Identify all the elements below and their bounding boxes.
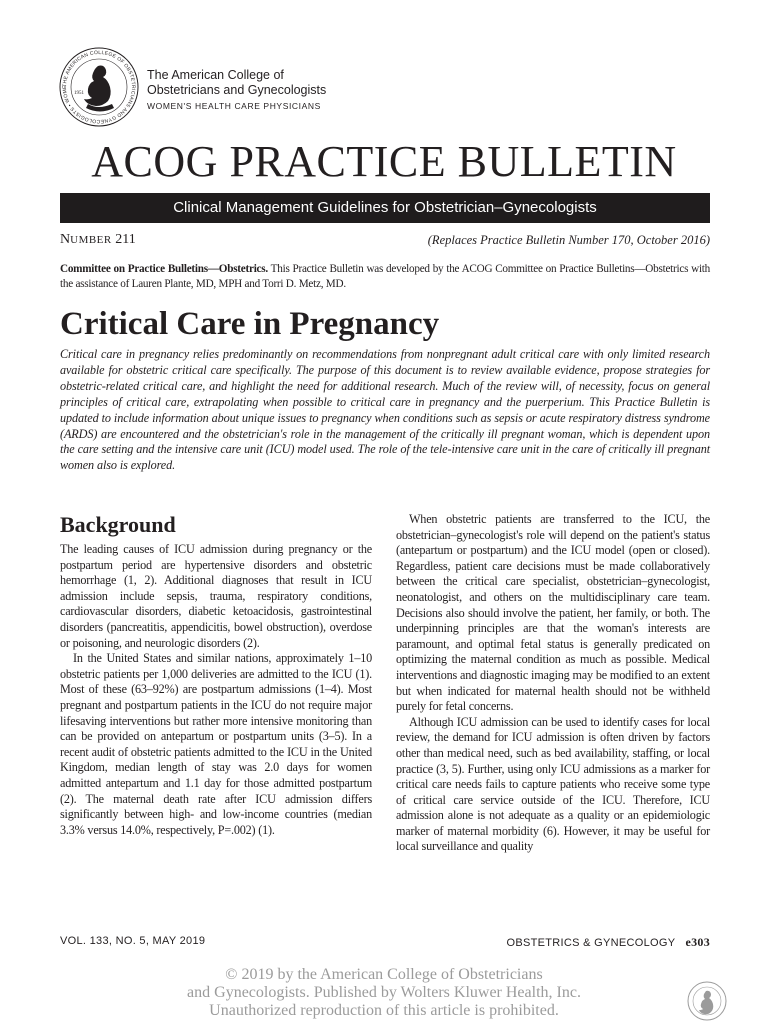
abstract: Critical care in pregnancy relies predominantly on recommendations from nonpregnant adult critical care with only limited research available for obstetric critical care specifically. The purpose of this document is to review available evidence, propose strategies for obstetric-related critical care, and highlight the need for additional research. Much of the review will, of necessity, focus on general principles of critical care, extrapolating when possible to critical care in pregnancy and the puerperium. This Practice Bulletin is updated to include information about unique issues to pregnancy when conditions such as sepsis or acute respiratory distress syndrome (ARDS) are encountered and the obstetrician's role in the management of the critically ill pregnant woman, which is dependent upon the care setting and the intensive care unit (ICU) model used. The role of the tele-intensive care unit in the care of critically ill pregnant women also is explored.: [60, 347, 710, 473]
subtitle-bar-text: Clinical Management Guidelines for Obstetrician–Gynecologists: [173, 199, 597, 216]
footer-journal: [507, 935, 711, 950]
masthead-title: ACOG PRACTICE BULLETIN: [91, 137, 677, 186]
publisher-seal-icon: [686, 980, 728, 1022]
left-column: [60, 542, 372, 838]
acog-seal-logo: [58, 46, 140, 128]
article-title: Critical Care in Pregnancy: [60, 306, 440, 342]
committee-note: [60, 262, 710, 292]
number-label-initial: N: [60, 232, 71, 247]
org-tagline: WOMEN'S HEALTH CARE PHYSICIANS: [147, 101, 321, 111]
number-value: 211: [115, 232, 136, 247]
section-heading-background: Background: [60, 512, 176, 537]
copyright-line: and Gynecologists. Published by Wolters Kluwer Health, Inc.: [187, 984, 581, 1001]
bulletin-number: [60, 232, 136, 248]
committee-description: This Practice Bulletin was developed by the ACOG Committee on Practice Bulletins—Obstetrics with the assistance of Lauren Plante, MD, MPH and Torri D. Metz, MD.: [60, 263, 711, 290]
page-number: e303: [685, 935, 710, 949]
org-name-line1: The American College of: [147, 68, 284, 82]
paragraph: The leading causes of ICU admission during pregnancy or the postpartum period are hypertensive disorders and obstetric hemorrhage (1, 2). Additional diagnoses that result in ICU admission include sepsis, trauma, respiratory conditions, cardiovascular disorders, diabetic ketoacidosis, gastrointestinal disorders (pancreatitis, appendicitis, bowel obstruction), overdose or poisoning, and neurologic disorders (2).: [60, 542, 372, 650]
committee-name: Committee on Practice Bulletins—Obstetrics.: [60, 263, 268, 275]
paragraph: Although ICU admission can be used to identify cases for local review, the demand for ICU admission is often driven by factors other than medical need, such as bed availability, staffing, or local practice (3, 5). Further, using only ICU admissions as a marker for critical care needs fails to capture patients who receive some type of critical care service outside of the ICU. Therefore, ICU admission alone is not adequate as a quality or an epidemiologic marker of maternal morbidity (6). However, it may be useful for local surveillance and quality: [396, 714, 710, 854]
number-label-rest: UMBER: [70, 234, 112, 246]
subtitle-bar: [60, 193, 710, 223]
org-name-line2: Obstetricians and Gynecologists: [147, 83, 327, 97]
paragraph: When obstetric patients are transferred to the ICU, the obstetrician–gynecologist's role will depend on the patient's status (antepartum or postpartum) and the ICU model (open or closed). Regardless, patient care decisions must be made collaboratively between the critical care specialist, obstetrician–gynecologist, neonatologist, and others on the multidisciplinary care team. Decisions also should involve the patient, her family, or both. The underpinning principles are that the woman's interests are paramount, and optimal fetal status is generally predicated on optimizing the maternal condition as much as possible. Medical interventions and diagnostic imaging may be modified to an extent but when indicated for maternal health should not be withheld purely for fetal concerns.: [396, 512, 710, 714]
svg-text:1951: 1951: [74, 91, 84, 96]
copyright-line: © 2019 by the American College of Obstetricians: [225, 966, 543, 983]
copyright-line: Unauthorized reproduction of this article is prohibited.: [209, 1002, 559, 1019]
right-column: [396, 512, 710, 855]
footer-volume: VOL. 133, NO. 5, MAY 2019: [60, 935, 206, 947]
organization-name: [147, 68, 326, 114]
replaces-note: (Replaces Practice Bulletin Number 170, October 2016): [427, 233, 710, 247]
journal-name: OBSTETRICS & GYNECOLOGY: [506, 937, 676, 949]
copyright-notice: [0, 966, 768, 1020]
paragraph: In the United States and similar nations, approximately 1–10 obstetric patients per 1,000 deliveries are admitted to the ICU (1). Most of these (63–92%) are postpartum admissions (1–4). Most pregnant and postpartum patients in the ICU do not require major lifesaving interventions but rather more intensive monitoring than can be provided on antepartum or postpartum units (3–5). In a recent audit of obstetric patients admitted to the ICU in the United Kingdom, median length of stay was 2.0 days for women admitted antepartum and 1.1 day for those admitted postpartum (2). The maternal death rate after ICU admission differs significantly between high- and low-income countries (median 3.3% versus 14.0%, respectively, P=.002) (1).: [60, 651, 372, 837]
svg-text:THE AMERICAN COLLEGE OF OBSTET: THE AMERICAN COLLEGE OF OBSTETRICIANS AND GYNECOLOGISTS • WOME: [61, 49, 137, 125]
